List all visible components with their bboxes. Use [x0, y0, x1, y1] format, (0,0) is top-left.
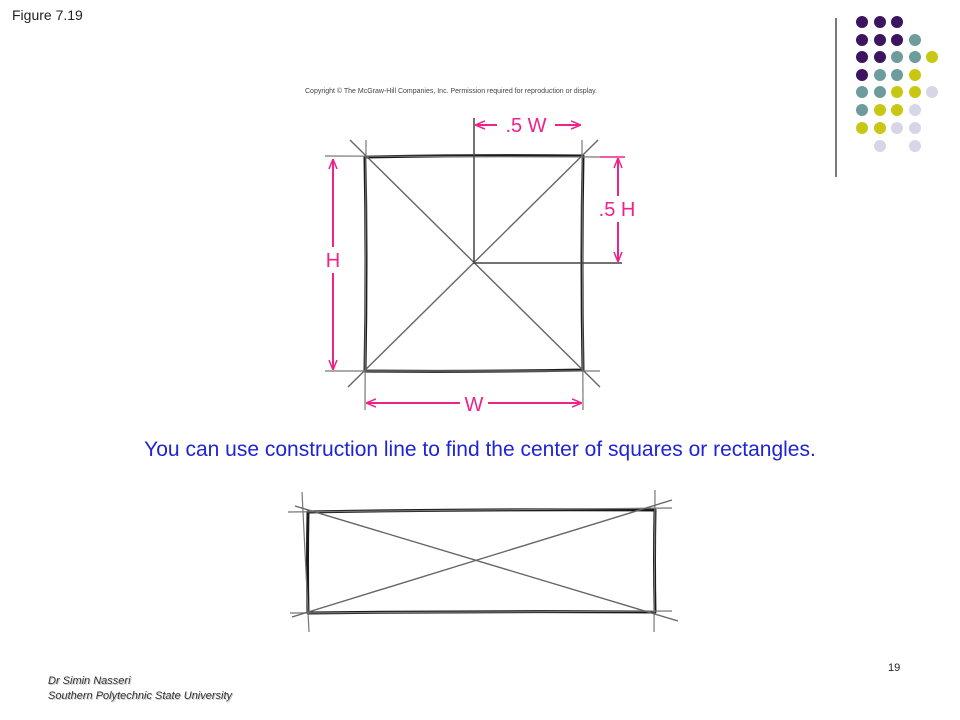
page-number: 19: [888, 662, 901, 674]
half-width-label: .5 W: [505, 115, 547, 137]
figure-label: Figure 7.19: [12, 7, 83, 23]
caption-text: You can use construction line to find the center of squares or rectangles.: [144, 438, 816, 461]
copyright-notice: Copyright © The McGraw-Hill Companies, Inc. Permission required for reproduction or display.: [305, 88, 598, 95]
square-figure: [322, 112, 640, 416]
diagonal-line: [295, 506, 678, 621]
width-label: W: [464, 394, 484, 416]
diagonal-line: [292, 500, 672, 617]
height-label: H: [325, 250, 341, 272]
author-institution: Southern Polytechnic State University: [48, 690, 233, 702]
author-block: [48, 674, 232, 704]
author-name: Dr Simin Nasseri: [48, 675, 131, 687]
half-height-label: .5 H: [598, 199, 636, 221]
rectangle-figure: [288, 490, 678, 632]
